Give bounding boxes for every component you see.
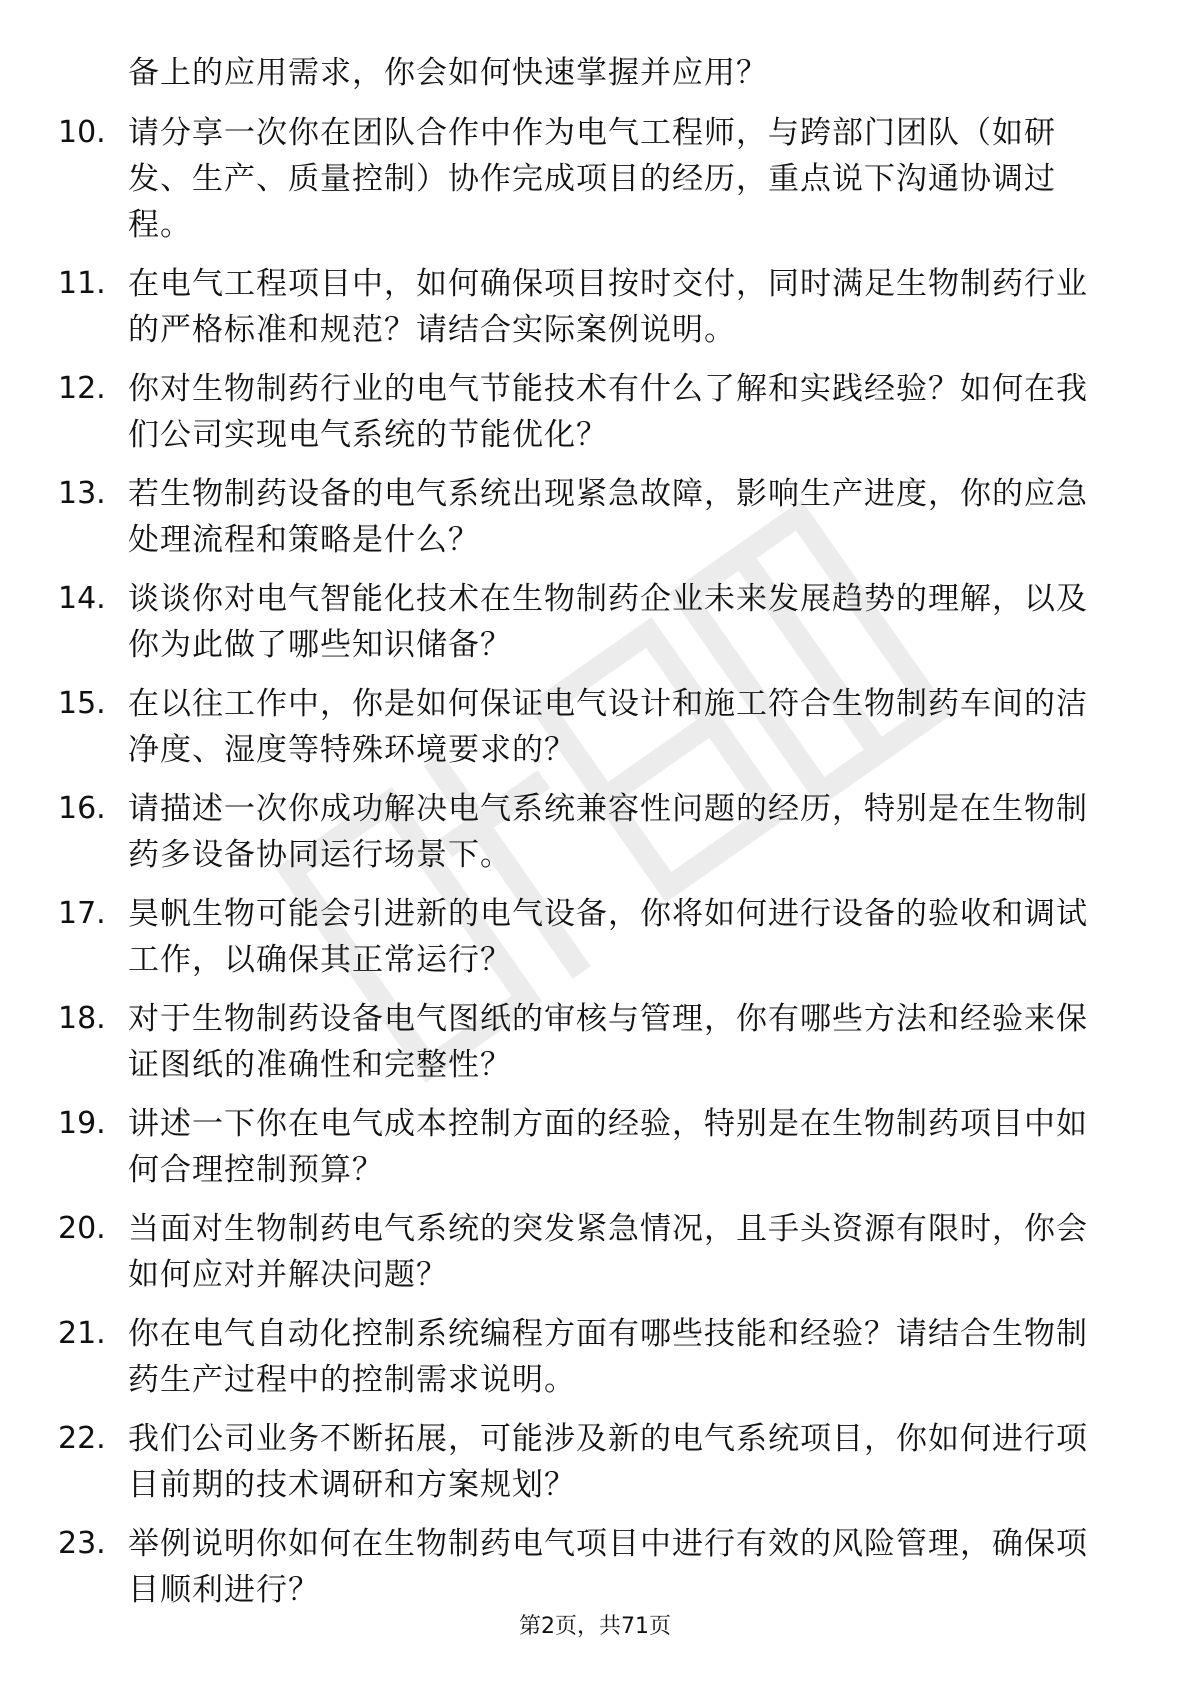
list-item — [0, 576, 1190, 668]
question-number: 21. — [58, 1316, 106, 1351]
question-text: 当面对生物制药电气系统的突发紧急情况，且手头资源有限时，你会如何应对并解决问题？ — [128, 1211, 1088, 1293]
question-number: 19. — [58, 1106, 106, 1141]
question-number: 17. — [58, 896, 106, 931]
question-number: 20. — [58, 1211, 106, 1246]
question-number: 22. — [58, 1421, 106, 1456]
question-number: 12. — [58, 371, 106, 406]
question-number: 15. — [58, 686, 106, 721]
list-item — [0, 1206, 1190, 1298]
question-list — [0, 110, 1190, 1626]
list-item — [0, 1311, 1190, 1403]
question-number: 13. — [58, 476, 106, 511]
list-item — [0, 366, 1190, 458]
list-item — [0, 261, 1190, 353]
list-item — [0, 110, 1190, 248]
list-item — [0, 1101, 1190, 1193]
question-number: 23. — [58, 1526, 106, 1561]
question-number: 18. — [58, 1001, 106, 1036]
question-text: 谈谈你对电气智能化技术在生物制药企业未来发展趋势的理解，以及你为此做了哪些知识储备？ — [128, 581, 1088, 663]
question-text: 举例说明你如何在生物制药电气项目中进行有效的风险管理，确保项目顺利进行？ — [128, 1526, 1088, 1608]
question-text: 我们公司业务不断拓展，可能涉及新的电气系统项目，你如何进行项目前期的技术调研和方案规划？ — [128, 1421, 1088, 1503]
question-text: 请分享一次你在团队合作中作为电气工程师，与跨部门团队（如研发、生产、质量控制）协作完成项目的经历，重点说下沟通协调过程。 — [128, 115, 1056, 243]
question-text: 你在电气自动化控制系统编程方面有哪些技能和经验？请结合生物制药生产过程中的控制需求说明。 — [128, 1316, 1088, 1398]
question-text: 对于生物制药设备电气图纸的审核与管理，你有哪些方法和经验来保证图纸的准确性和完整性？ — [128, 1001, 1088, 1083]
page-footer: 第2页，共71页 — [519, 1614, 671, 1639]
question-number: 14. — [58, 581, 106, 616]
question-text: 请描述一次你成功解决电气系统兼容性问题的经历，特别是在生物制药多设备协同运行场景下。 — [128, 791, 1088, 873]
list-item — [0, 1416, 1190, 1508]
list-item — [0, 1521, 1190, 1613]
list-item — [0, 786, 1190, 878]
question-number: 10. — [58, 115, 106, 150]
continued-text: 备上的应用需求，你会如何快速掌握并应用？ — [128, 55, 768, 91]
question-text: 在以往工作中，你是如何保证电气设计和施工符合生物制药车间的洁净度、湿度等特殊环境要求的？ — [128, 686, 1088, 768]
question-text: 在电气工程项目中，如何确保项目按时交付，同时满足生物制药行业的严格标准和规范？请结合实际案例说明。 — [128, 266, 1088, 348]
list-item — [0, 996, 1190, 1088]
list-item — [0, 681, 1190, 773]
question-text: 你对生物制药行业的电气节能技术有什么了解和实践经验？如何在我们公司实现电气系统的节能优化？ — [128, 371, 1088, 453]
list-item — [0, 891, 1190, 983]
question-text: 若生物制药设备的电气系统出现紧急故障，影响生产进度，你的应急处理流程和策略是什么？ — [128, 476, 1088, 558]
question-number: 11. — [58, 266, 106, 301]
question-text: 讲述一下你在电气成本控制方面的经验，特别是在生物制药项目中如何合理控制预算？ — [128, 1106, 1088, 1188]
list-item — [0, 471, 1190, 563]
question-text: 昊帆生物可能会引进新的电气设备，你将如何进行设备的验收和调试工作，以确保其正常运行？ — [128, 896, 1088, 978]
question-number: 16. — [58, 791, 106, 826]
